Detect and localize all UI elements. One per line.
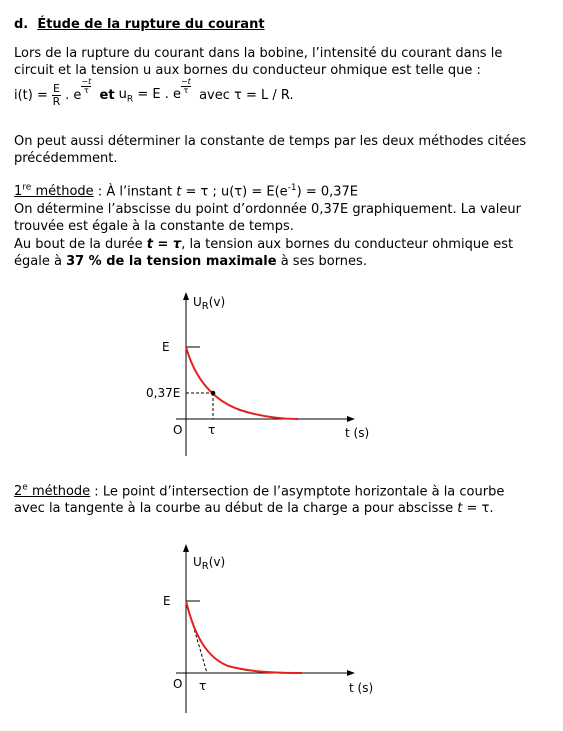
fraction-numerator: E xyxy=(53,82,60,95)
method2-label-rest: méthode xyxy=(27,484,91,500)
method1-line-5-a: égale à xyxy=(14,254,67,269)
graph1-y-main: U xyxy=(193,295,202,309)
graph1-y-unit: (v) xyxy=(208,295,226,309)
graph2-y-main: U xyxy=(193,555,202,569)
formula-avec: avec τ = L / R. xyxy=(199,88,294,103)
fraction-denominator: R xyxy=(52,95,61,108)
graph2-y-arrow xyxy=(183,544,189,552)
graph2-e-label: E xyxy=(163,594,171,608)
paragraph2-line-2: précédemment. xyxy=(14,151,118,166)
exponent-den: τ xyxy=(81,86,91,95)
method2-label xyxy=(14,484,90,499)
exponent-num: t xyxy=(88,77,92,86)
graph2-y-label xyxy=(193,555,225,572)
method2-label-sup: e xyxy=(22,483,28,493)
method2-line-1 xyxy=(14,483,504,499)
graph1-curve xyxy=(186,347,298,419)
formula-exp-base: . e xyxy=(65,88,82,103)
method1-line-4-c: , la tension aux bornes du conducteur ohmique est xyxy=(181,237,514,252)
method2-label-num: 2 xyxy=(14,484,23,500)
method1-line-5-b: 37 % de la tension maximale xyxy=(66,254,277,269)
graph1-037-label: 0,37E xyxy=(146,386,181,400)
intro-line-2: circuit et la tension u aux bornes du conducteur ohmique est telle que : xyxy=(14,63,481,78)
graph2-tau-label: τ xyxy=(199,679,207,693)
formula-exponent-1: $\frac{-t}{\tau}$ xyxy=(81,77,92,95)
graph2-y-sub: R xyxy=(201,561,209,572)
method1-line-2: On détermine l’abscisse du point d’ordonnée 0,37E graphiquement. La valeur xyxy=(14,202,521,217)
method1-line-5-c: à ses bornes. xyxy=(276,254,367,269)
graph2-x-label: t (s) xyxy=(349,681,374,695)
formula-u-lhs: u xyxy=(118,86,127,102)
graph2-curve xyxy=(186,601,302,673)
formula-and: et xyxy=(99,88,115,103)
method1-label-num: 1 xyxy=(14,184,23,200)
graph1-x-arrow xyxy=(347,416,355,422)
formula-i-lhs: i(t) = xyxy=(14,88,48,103)
graph1-point xyxy=(211,391,216,396)
graph1-y-sub: R xyxy=(201,301,209,312)
method1-line-3: trouvée est égale à la constante de temps. xyxy=(14,219,294,234)
graph2-y-unit: (v) xyxy=(208,555,226,569)
graph1-x-label: t (s) xyxy=(345,426,370,440)
graph1-tau-label: τ xyxy=(208,423,216,437)
method1-line-4-a: Au bout de la durée xyxy=(14,237,147,252)
graph2-x-arrow xyxy=(347,670,355,676)
intro-line-1: Lors de la rupture du courant dans la bobine, l’intensité du courant dans le xyxy=(14,46,503,61)
graph1-origin-label: O xyxy=(173,423,183,437)
formula-u-mid: = E . e xyxy=(137,86,181,102)
method1-label-rest: méthode xyxy=(31,184,94,200)
method1-line-4-b: t = τ xyxy=(146,237,182,252)
method1-intro: 1re méthode : À l’instant t = τ ; $u(\tau) = E(e^{-1}) = 0,37E$ xyxy=(14,183,359,200)
section-letter: d. xyxy=(14,17,29,32)
exponent-num: t xyxy=(187,77,191,86)
formula-exponent-2: $\frac{-t}{\tau}$ xyxy=(180,77,191,95)
method2-line-2: avec la tangente à la courbe au début de la charge a pour abscisse t = τ. xyxy=(14,501,494,516)
formula-u-sub: R xyxy=(126,94,134,105)
paragraph2-line-1: On peut aussi déterminer la constante de temps par les deux méthodes citées xyxy=(14,134,527,149)
section-title-text: Étude de la rupture du courant xyxy=(37,17,265,32)
method2-line-1-text: : Le point d’intersection de l’asymptote horizontale à la courbe xyxy=(90,484,505,500)
graph1-y-label xyxy=(193,295,225,312)
exponent-den: τ xyxy=(181,86,191,95)
graph1-e-label: E xyxy=(162,340,170,354)
method1-label-sup: re xyxy=(22,183,32,193)
graph2-origin-label: O xyxy=(173,677,183,691)
graph1-y-arrow xyxy=(183,292,189,300)
